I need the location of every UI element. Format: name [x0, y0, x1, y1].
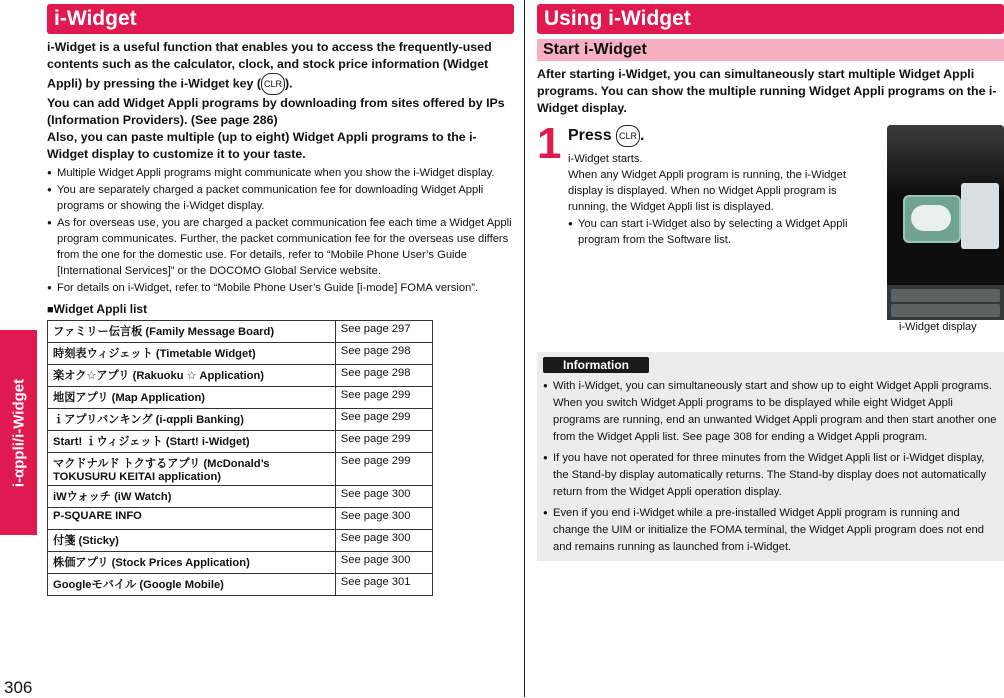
widget-list-heading: [47, 302, 514, 316]
table-row: [48, 530, 433, 552]
left-column: [47, 4, 514, 596]
table-row: [48, 343, 433, 365]
widget-name-cell: 株価アプリ (Stock Prices Application): [48, 552, 336, 574]
widget-appli-table: [47, 320, 433, 596]
step-1: [537, 119, 1004, 335]
widget-name-cell: Googleモバイル (Google Mobile): [48, 574, 336, 596]
i-widget-display-screenshot: [887, 125, 1004, 333]
widget-name-cell: 時刻表ウィジェット (Timetable Widget): [48, 343, 336, 365]
table-row: [48, 453, 433, 486]
table-row: [48, 365, 433, 387]
right-column: [537, 4, 1004, 561]
information-label: Information: [543, 357, 649, 373]
step-body: [568, 125, 878, 248]
table-row: [48, 508, 433, 530]
intro-line-3: Also, you can paste multiple (up to eight) Widget Appli programs to the i-Widget display to customize it to your taste.: [47, 130, 477, 161]
widget-name-cell: P-SQUARE INFO: [48, 508, 336, 530]
information-box: [537, 352, 1004, 561]
page-reference-cell: See page 301: [335, 574, 432, 596]
widget-name-cell: ファミリー伝言板 (Family Message Board): [48, 321, 336, 343]
step-text-line: When any Widget Appli program is running, the i-Widget display is displayed. When no Widget Appli program is running, the Widget Appli list is displayed.: [568, 169, 846, 213]
section-side-tab-label: i-αppli/i-Widget: [10, 378, 27, 487]
table-row: [48, 409, 433, 431]
table-row: [48, 431, 433, 453]
clock-widget-tile: [961, 183, 999, 249]
image-caption: i-Widget display: [899, 321, 977, 333]
widget-list-heading-text: Widget Appli list: [53, 302, 148, 316]
table-row: [48, 552, 433, 574]
note-item: ● You are separately charged a packet communication fee for downloading Widget Appli programs or showing the i-Widget display.: [47, 182, 514, 214]
section-title: i-Widget: [47, 4, 514, 34]
section-title-using: Using i-Widget: [537, 4, 1004, 34]
section-side-tab: [0, 330, 37, 535]
widget-name-cell: 地図アプリ (Map Application): [48, 387, 336, 409]
widget-name-cell: ｉアプリバンキング (i-αppli Banking): [48, 409, 336, 431]
page-reference-cell: See page 297: [335, 321, 432, 343]
info-item: ● If you have not operated for three minutes from the Widget Appli list or i-Widget display, the Stand-by display automatically returns. The Stand-by display does not automatically return from the Widget Appli operation display.: [543, 449, 998, 501]
clr-key-icon: CLR: [261, 73, 285, 95]
widget-name-cell: 付箋 (Sticky): [48, 530, 336, 552]
table-row: [48, 574, 433, 596]
page-reference-cell: See page 300: [335, 486, 432, 508]
start-widget-tile: [903, 195, 961, 243]
page-reference-cell: See page 299: [335, 453, 432, 486]
step-action-end: .: [640, 127, 645, 145]
square-marker: ■: [47, 304, 54, 316]
table-row: [48, 321, 433, 343]
page-reference-cell: See page 300: [335, 552, 432, 574]
widget-menu-bar: [887, 285, 1004, 320]
page-reference-cell: See page 300: [335, 508, 432, 530]
step-number: 1: [537, 119, 562, 168]
table-row: [48, 387, 433, 409]
step-action: [568, 125, 878, 147]
note-item: ● Multiple Widget Appli programs might communicate when you show the i-Widget display.: [47, 165, 514, 181]
subsection-title: Start i-Widget: [537, 39, 1004, 61]
widget-name-cell: マクドナルド トクするアプリ (McDonald’s TOKUSURU KEITAI application): [48, 453, 336, 486]
widget-name-cell: iWウォッチ (iW Watch): [48, 486, 336, 508]
clr-key-icon: CLR: [616, 125, 640, 147]
info-item: ● With i-Widget, you can simultaneously start and show up to eight Widget Appli programs. When you switch Widget Appli programs to be displayed while eight Widget Appli programs are running, end an unwanted Widget Appli program and then start another one from the Widget Appli list. See page 308 for ending a Widget Appli program.: [543, 377, 998, 446]
page-reference-cell: See page 299: [335, 409, 432, 431]
page-reference-cell: See page 300: [335, 530, 432, 552]
note-item: ● As for overseas use, you are charged a packet communication fee each time a Widget Appli program communicates. Further, the packet communication fee for the overseas use differs from the one for the domestic use. For details, refer to “Mobile Phone User’s Guide [International Services]” or the DOCOMO Global Service website.: [47, 215, 514, 279]
step-text-line: i-Widget starts.: [568, 153, 643, 165]
table-row: [48, 486, 433, 508]
widget-name-cell: Start! ｉウィジェット (Start! i-Widget): [48, 431, 336, 453]
step-action-text: Press: [568, 127, 612, 145]
page-reference-cell: See page 299: [335, 387, 432, 409]
page-number: 306: [4, 678, 33, 697]
intro-line-1: i-Widget is a useful function that enables you to access the frequently-used contents such as the calculator, clock, and stock price information (Widget Appli) by pressing the i-Widget key (: [47, 40, 492, 91]
intro-line-1-end: ).: [285, 76, 293, 91]
intro-line-2: You can add Widget Appli programs by downloading from sites offered by IPs (Information Providers). (See page 286): [47, 96, 505, 127]
page-reference-cell: See page 298: [335, 365, 432, 387]
info-item: ● Even if you end i-Widget while a pre-installed Widget Appli program is running and change the UIM or initialize the FOMA terminal, the Widget Appli program does not end and remains running as launched from i-Widget.: [543, 504, 998, 556]
page-reference-cell: See page 299: [335, 431, 432, 453]
note-item: ● For details on i-Widget, refer to “Mobile Phone User’s Guide [i-mode] FOMA version”.: [47, 280, 514, 296]
intro-text: [47, 39, 514, 163]
step-note: ● You can start i-Widget also by selecting a Widget Appli program from the Software list.: [568, 216, 878, 248]
start-intro-text: After starting i-Widget, you can simultaneously start multiple Widget Appli programs. You can show the multiple running Widget Appli programs on the i-Widget display.: [537, 67, 997, 115]
page-reference-cell: See page 298: [335, 343, 432, 365]
widget-name-cell: 楽オク☆アプリ (Rakuoku ☆ Application): [48, 365, 336, 387]
column-divider: [524, 0, 525, 697]
step-description: [568, 151, 878, 215]
notes-list: [47, 165, 514, 296]
